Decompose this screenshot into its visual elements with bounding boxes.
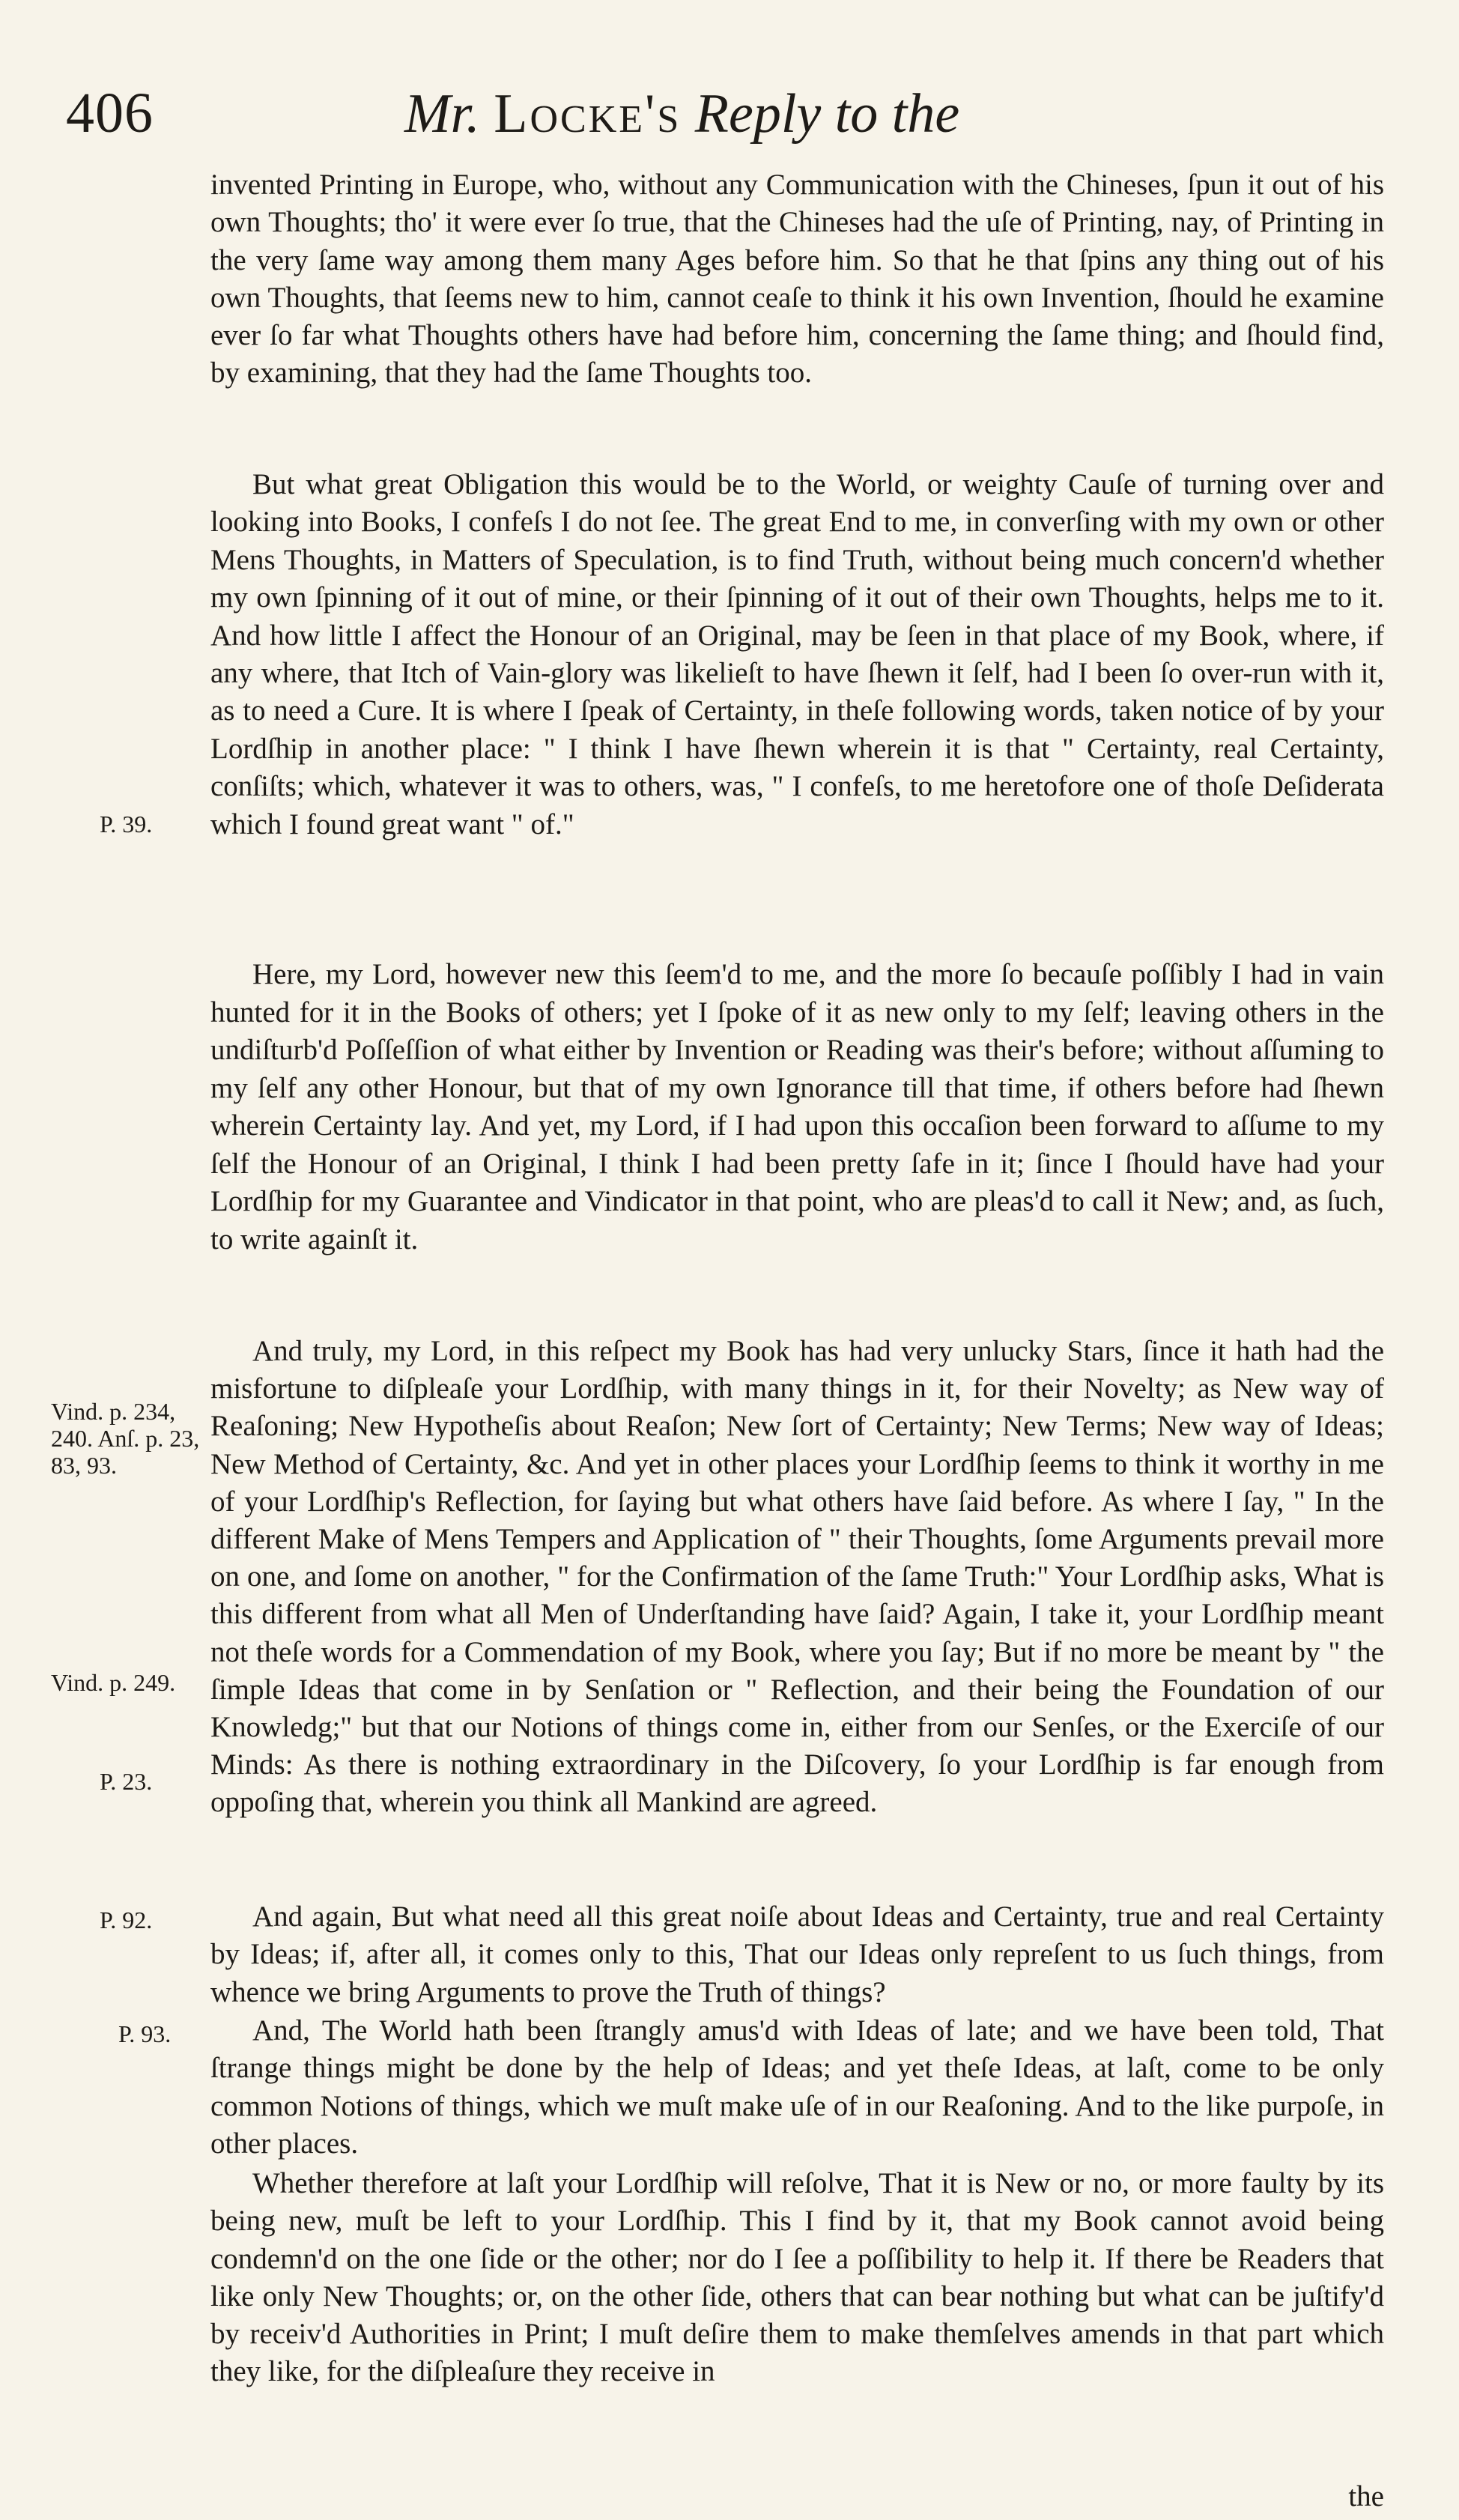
- running-head-suffix: Reply to the: [681, 83, 960, 145]
- paragraph-7: [210, 2165, 1384, 2391]
- margin-note-p39: P. 39.: [100, 811, 153, 838]
- running-head-prefix: Mr.: [404, 83, 494, 145]
- paragraph-1: [210, 166, 1384, 393]
- page-number: 406: [66, 82, 154, 145]
- paragraph-2: [210, 466, 1384, 843]
- paragraph-4: [210, 1333, 1384, 1822]
- body-paragraph: Here, my Lord, however new this ſeem'd to me, and the more ſo becauſe poſſibly I had in vain hunted for it in the Books of others; yet I ſpoke of it as new only to my ſelf; leaving others in the undiſturb'd Poſſeſſion of what either by Invention or Reading was their's before; without aſſuming to my ſelf any other Honour, but that of my own Ignorance till that time, if others before had ſhewn wherein Certainty lay. And yet, my Lord, if I had upon this occaſion been forward to aſſume to my ſelf the Honour of an Original, I think I had been pretty ſafe in it; ſince I ſhould have had your Lordſhip for my Guarantee and Vindicator in that point, who are pleas'd to call it New; and, as ſuch, to write againſt it.: [210, 958, 1384, 1256]
- margin-note-vind-249: Vind. p. 249.: [51, 1669, 176, 1696]
- margin-note-p23: P. 23.: [100, 1768, 153, 1795]
- body-paragraph: invented Printing in Europe, who, without any Communication with the Chineses, ſpun it out of his own Thoughts; tho' it were ever ſo true, that the Chineses had the uſe of Printing, nay, of Printing in the very ſame way among them many Ages before him. So that he that ſpins any thing out of his own Thoughts, that ſeems new to him, cannot ceaſe to think it his own Invention, ſhould he examine ever ſo far what Thoughts others have had before him, concerning the ſame thing; and ſhould find, by examining, that they had the ſame Thoughts too.: [210, 169, 1384, 390]
- body-paragraph: But what great Obligation this would be to the World, or weighty Cauſe of turning over and looking into Books, I confeſs I do not ſee. The great End to me, in converſing with my own or other Mens Thoughts, in Matters of Speculation, is to find Truth, without being much concern'd whether my own ſpinning of it out of mine, or their ſpinning of it out of their own Thoughts, helps me to it. And how little I affect the Honour of an Original, may be ſeen in that place of my Book, where, if any where, that Itch of Vain-glory was likelieſt to have ſhewn it ſelf, had I been ſo over-run with it, as to need a Cure. It is where I ſpeak of Certainty, in theſe following words, taken notice of by your Lordſhip in another place: " I think I have ſhewn wherein it is that " Certainty, real Certainty, conſiſts; which, whatever it was to others, was, " I confeſs, to me heretofore one of thoſe Deſiderata which I found great want " of.": [210, 468, 1384, 840]
- paragraph-3: [210, 956, 1384, 1259]
- body-paragraph: And, The World hath been ſtrangly amus'd with Ideas of late; and we have been told, That ſtrange things might be done by the help of Ideas; and yet theſe Ideas, at laſt, come to be only common Notions of things, which we muſt make uſe of in our Reaſoning. And to the like purpoſe, in other places.: [210, 2014, 1384, 2160]
- margin-note-vind-234: Vind. p. 234, 240. Anſ. p. 23, 83, 93.: [51, 1398, 200, 1479]
- paragraph-6: [210, 2012, 1384, 2163]
- running-head: [404, 82, 959, 146]
- margin-note-p93: P. 93.: [118, 2020, 172, 2047]
- catchword: the: [1348, 2480, 1384, 2513]
- paragraph-5: [210, 1898, 1384, 2011]
- body-paragraph: Whether therefore at laſt your Lordſhip will reſolve, That it is New or no, or more faulty by its being new, muſt be left to your Lordſhip. This I find by it, that my Book cannot avoid being condemn'd on the one ſide or the other; nor do I ſee a poſſibility to help it. If there be Readers that like only New Thoughts; or, on the other ſide, others that can bear nothing but what can be juſtify'd by receiv'd Authorities in Print; I muſt deſire them to make themſelves amends in that part which they like, for the diſpleaſure they receive in: [210, 2167, 1384, 2388]
- body-paragraph: And truly, my Lord, in this reſpect my Book has had very unlucky Stars, ſince it hath had the misfortune to diſpleaſe your Lordſhip, with many things in it, for their Novelty; as New way of Reaſoning; New Hypotheſis about Reaſon; New ſort of Certainty; New Terms; New way of Ideas; New Method of Certainty, &c. And yet in other places your Lordſhip ſeems to think it worthy in me of your Lordſhip's Reflection, for ſaying but what others have ſaid before. As where I ſay, " In the different Make of Mens Tempers and Application of " their Thoughts, ſome Arguments prevail more on one, and ſome on another, " for the Confirmation of the ſame Truth:" Your Lordſhip asks, What is this different from what all Men of Underſtanding have ſaid? Again, I take it, your Lordſhip meant not theſe words for a Commendation of my Book, where you ſay; But if no more be meant by " the ſimple Ideas that come in by Senſation or " Reflection, and their being the Foundation of our Knowledg;" but that our Notions of things come in, either from our Senſes, or the Exerciſe of our Minds: As there is nothing extraordinary in the Diſcovery, ſo your Lordſhip is far enough from oppoſing that, wherein you think all Mankind are agreed.: [210, 1335, 1384, 1819]
- margin-note-p92: P. 92.: [100, 1906, 153, 1933]
- running-head-name: Locke's: [494, 83, 682, 145]
- body-paragraph: And again, But what need all this great noiſe about Ideas and Certainty, true and real Certainty by Ideas; if, after all, it comes only to this, That our Ideas only repreſent to us ſuch things, from whence we bring Arguments to prove the Truth of things?: [210, 1900, 1384, 2008]
